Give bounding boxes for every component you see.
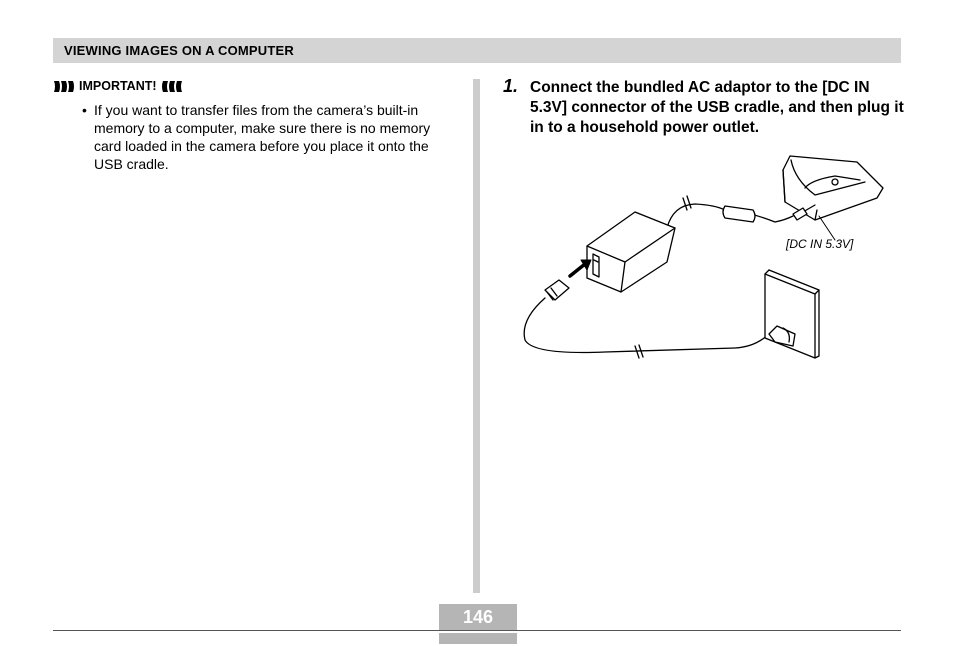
important-right-marker-icon xyxy=(161,81,183,92)
section-header-bar xyxy=(53,38,901,63)
page-number: 146 xyxy=(462,607,494,627)
ac-adaptor-illustration xyxy=(515,150,895,365)
important-left-marker-icon xyxy=(53,81,75,92)
important-label: IMPORTANT! xyxy=(79,79,157,93)
note-text: If you want to transfer files from the camera’s built-in memory to a computer, make sure there is no memory card loaded in the camera before you place it onto the USB cradle. xyxy=(94,102,431,172)
column-divider xyxy=(473,79,480,593)
important-heading xyxy=(53,79,183,93)
step-number: 1. xyxy=(503,76,519,96)
footer-rule xyxy=(53,630,901,631)
section-title: VIEWING IMAGES ON A COMPUTER xyxy=(64,43,294,58)
ac-adaptor-icon xyxy=(587,212,675,292)
important-note xyxy=(82,101,452,173)
note-bullet: • xyxy=(82,102,87,118)
page-number-box xyxy=(439,604,517,644)
dc-in-label: [DC IN 5.3V] xyxy=(786,237,854,251)
step-instruction: Connect the bundled AC adaptor to the [DC IN 5.3V] connector of the USB cradle, and then plug it in to a household power outlet. xyxy=(530,79,904,136)
